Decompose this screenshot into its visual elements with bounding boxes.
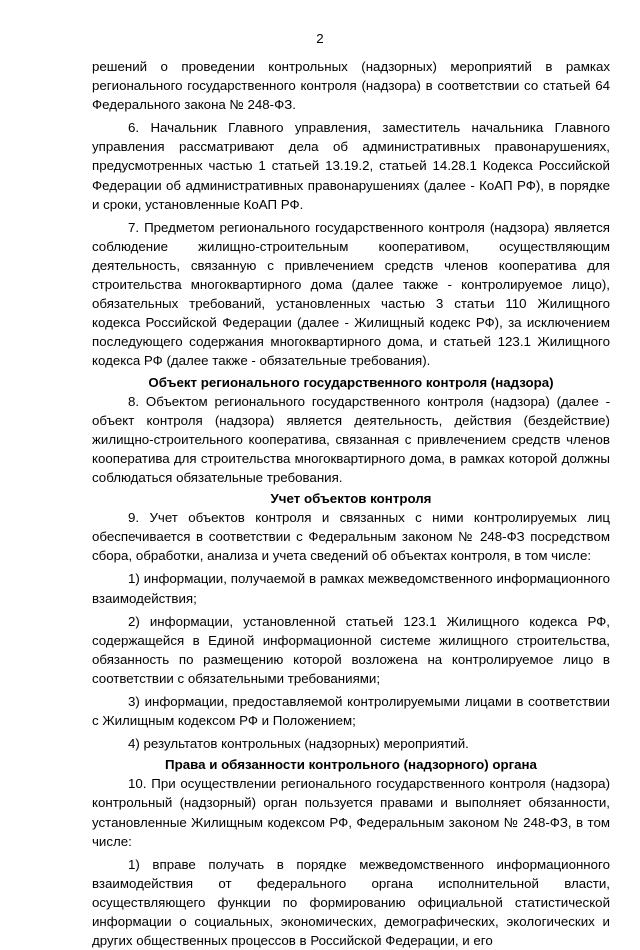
paragraph-9-item-1: 1) информации, получаемой в рамках межведомственного информационного взаимодействия; xyxy=(92,571,610,606)
paragraph-6: 6. Начальник Главного управления, заместитель начальника Главного управления рассматривают дела об административных правонарушениях, предусмотренных частью 1 статьей 13.19.2, статьей 14.28.1 Кодекса Российской Федерации об административных правонарушениях (далее - КоАП РФ), в порядке и сроки, установленные КоАП РФ. xyxy=(92,120,610,212)
page-number: 2 xyxy=(316,31,324,46)
paragraph-8: 8. Объектом регионального государственного контроля (надзора) (далее - объект контроля (надзора) является деятельность, действия (бездействие) жилищно-строительного кооператива, связанная с привлечением средств членов кооператива для строительства многоквартирного дома, в рамках которой должны соблюдаться обязательные требования. xyxy=(92,393,610,485)
section-heading-object: Объект регионального государственного контроля (надзора) xyxy=(148,374,554,390)
paragraph-9-item-4: 4) результатов контрольных (надзорных) мероприятий. xyxy=(128,736,469,752)
section-heading-rights: Права и обязанности контрольного (надзорного) органа xyxy=(165,757,537,773)
paragraph-continuation: решений о проведении контрольных (надзорных) мероприятий в рамках регионального государственного контроля (надзора) в соответствии со статьей 64 Федерального закона № 248-ФЗ. xyxy=(92,59,610,113)
paragraph-10: 10. При осуществлении регионального государственного контроля (надзора) контрольный (надзорный) орган пользуется правами и выполняет обязанности, установленные Жилищным кодексом РФ, Федеральным законом № 248-ФЗ, в том числе: xyxy=(92,776,610,849)
section-heading-accounting: Учет объектов контроля xyxy=(270,491,432,507)
paragraph-9-item-3: 3) информации, предоставляемой контролируемыми лицами в соответствии с Жилищным кодексом РФ и Положением; xyxy=(92,694,610,729)
paragraph-10-item-1: 1) вправе получать в порядке межведомственного информационного взаимодействия от федерального органа исполнительной власти, осуществляющего функции по формированию официальной статистической информации о социальных, экономических, демографических, экологических и других общественных процессов в Российской Федерации, и его xyxy=(92,856,610,949)
paragraph-7: 7. Предметом регионального государственного контроля (надзора) является соблюдение жилищно-строительным кооперативом, осуществляющим деятельность, связанную с привлечением средств членов кооператива для строительства многоквартирного дома (далее также - контролируемое лицо), обязательных требований, установленных частью 3 статьи 110 Жилищного кодекса Российской Федерации (далее - Жилищный кодекс РФ), за исключением последующего содержания многоквартирного дома, и статьей 123.1 Жилищного кодекса РФ (далее также - обязательные требования). xyxy=(92,219,610,369)
document-body xyxy=(92,57,610,950)
paragraph-9-item-2: 2) информации, установленной статьей 123.1 Жилищного кодекса РФ, содержащейся в Единой информационной системе жилищного строительства, обязанность по размещению которой возложена на контролируемое лицо в соответствии с обязательными требованиями; xyxy=(92,613,610,686)
paragraph-9: 9. Учет объектов контроля и связанных с ними контролируемых лиц обеспечивается в соответствии с Федеральным законом № 248-ФЗ посредством сбора, обработки, анализа и учета сведений об объектах контроля, в том числе: xyxy=(92,510,610,564)
